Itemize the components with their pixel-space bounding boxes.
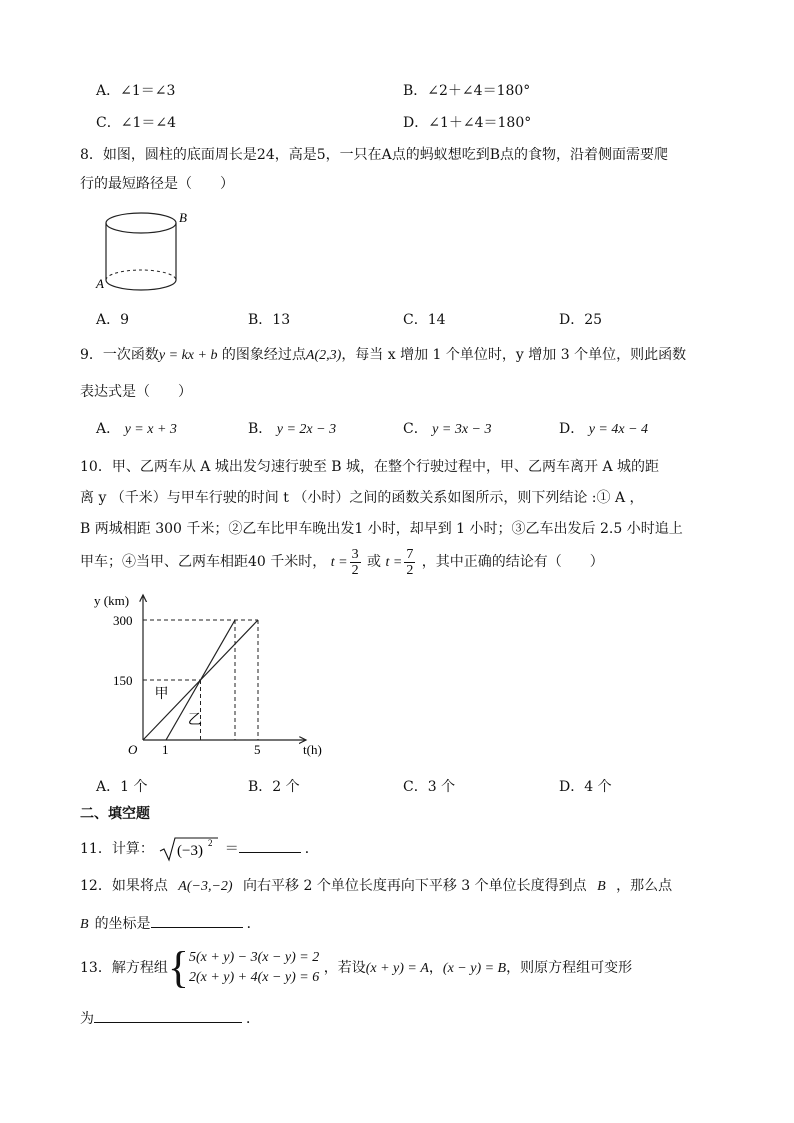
q10-distance-time-chart — [88, 590, 338, 760]
q10-t1: t = — [330, 555, 348, 570]
q10-stem-line1: 10．甲、乙两车从 A 城出发匀速行驶至 B 城，在整个行驶过程中，甲、乙两车离开 A 城的距 — [80, 459, 660, 475]
cylinder-label-a: A — [96, 276, 104, 291]
q9-function: y = kx + b — [158, 348, 218, 363]
q13-stem-line2: 为 ． — [80, 1008, 260, 1029]
q10-option-b: B．2 个 — [248, 779, 300, 795]
q13-substitution-b: (x − y) = B — [442, 961, 507, 976]
q9-suffix: ，每当 x 增加 1 个单位时，y 增加 3 个单位，则此函数 — [341, 347, 687, 363]
q9-option-b: B． y = 2x − 3 — [248, 421, 337, 437]
q10-stem-line2: 离 y （千米）与甲车行驶的时间 t （小时）之间的函数关系如图所示，则下列结论 :① A ， — [80, 490, 644, 506]
q9-point: A(2,3) — [305, 348, 342, 363]
origin-label: O — [128, 742, 138, 757]
q9-prefix: 9．一次函数 — [80, 347, 159, 363]
q10-fraction-7-2: $\frac{7}{2}$ — [406, 546, 414, 578]
q12-stem-line2: B 的坐标是 ． — [80, 913, 261, 935]
q11-stem: 11．计算： (−3) 2 ＝ ． — [80, 836, 319, 862]
q12-answer-blank[interactable] — [151, 913, 243, 928]
q10-or: 或 — [367, 554, 382, 570]
q7-option-b: B．∠2＋∠4＝180° — [403, 83, 531, 99]
q10-t2: t = — [385, 555, 403, 570]
x-tick-label-1: 1 — [162, 742, 169, 757]
q7-option-a: A．∠1＝∠3 — [96, 83, 176, 99]
q9-option-d: D． y = 4x − 4 — [559, 421, 649, 437]
q8-option-d: D．25 — [559, 312, 603, 328]
x-tick-label-5: 5 — [254, 742, 261, 757]
q10-option-c: C．3 个 — [403, 779, 456, 795]
q7-option-d: D．∠1＋∠4＝180° — [403, 115, 532, 131]
q7-option-c: C．∠1＝∠4 — [96, 115, 176, 131]
q10-stem-line3: B 两城相距 300 千米；②乙车比甲车晚出发1 小时，却早到 1 小时；③乙车出发后 2.5 小时追上 — [80, 521, 683, 537]
y-tick-label-300: 300 — [113, 613, 133, 628]
q8-option-c: C．14 — [403, 312, 446, 328]
series-label-jia: 甲 — [154, 687, 169, 702]
y-tick-label-150: 150 — [113, 673, 133, 688]
q8-option-b: B．13 — [248, 312, 291, 328]
q12-point-b: B — [597, 879, 606, 894]
cylinder-label-b: B — [179, 210, 187, 225]
y-axis-label: y (km) — [94, 593, 130, 608]
x-axis-label: t(h) — [303, 742, 322, 757]
q13-substitution-a: (x + y) = A — [365, 961, 429, 976]
q10-option-a: A．1 个 — [96, 779, 148, 795]
q9-stem-line1 — [80, 345, 686, 366]
q13-answer-blank[interactable] — [94, 1008, 242, 1023]
q8-stem-line1: 8．如图，圆柱的底面周长是24，高是5，一只在A点的蚂蚁想吃到B点的食物，沿着侧面需要爬 — [80, 147, 669, 163]
q13-stem-line1: 13．解方程组{ 5(x + y) − 3(x − y) = 2 2(x + y) + 4(x − y) = 6 ，若设(x + y) = A，(x − y) = B，则原方程组可变形 — [80, 943, 633, 992]
q11-answer-blank[interactable] — [239, 838, 301, 853]
q12-point-a: A(−3,−2) — [178, 879, 233, 894]
q10-fraction-3-2: $\frac{3}{2}$ — [351, 546, 359, 578]
q12-stem-line1: 12．如果将点 A(−3,−2) 向右平移 2 个单位长度再向下平移 3 个单位长度得到点 B ，那么点 — [80, 878, 673, 894]
q8-stem-line2: 行的最短路径是（ ） — [80, 176, 234, 192]
q9-stem-line2: 表达式是（ ） — [80, 384, 192, 400]
q11-exponent: 2 — [208, 838, 213, 848]
q10-stem-line4: 甲车；④当甲、乙两车相距40 千米时， t = $\frac{3}{2}$ 或 t = $\frac{7}{2}$ ，其中正确的结论有（ ） — [80, 546, 604, 578]
series-label-yi: 乙 — [187, 713, 202, 728]
q13-equation-system: 5(x + y) − 3(x − y) = 2 2(x + y) + 4(x − y) = 6 — [188, 950, 320, 985]
cylinder-figure — [92, 204, 192, 292]
q9-option-c: C． y = 3x − 3 — [403, 421, 492, 437]
q11-sqrt — [158, 836, 220, 862]
q11-radicand: (−3) — [177, 843, 204, 859]
q9-mid: 的图象经过点 — [221, 347, 306, 363]
q8-option-a: A．9 — [96, 312, 130, 328]
q10-option-d: D．4 个 — [559, 779, 612, 795]
q9-option-a: A． y = x + 3 — [96, 421, 177, 437]
section-title: 二、填空题 — [80, 806, 150, 822]
